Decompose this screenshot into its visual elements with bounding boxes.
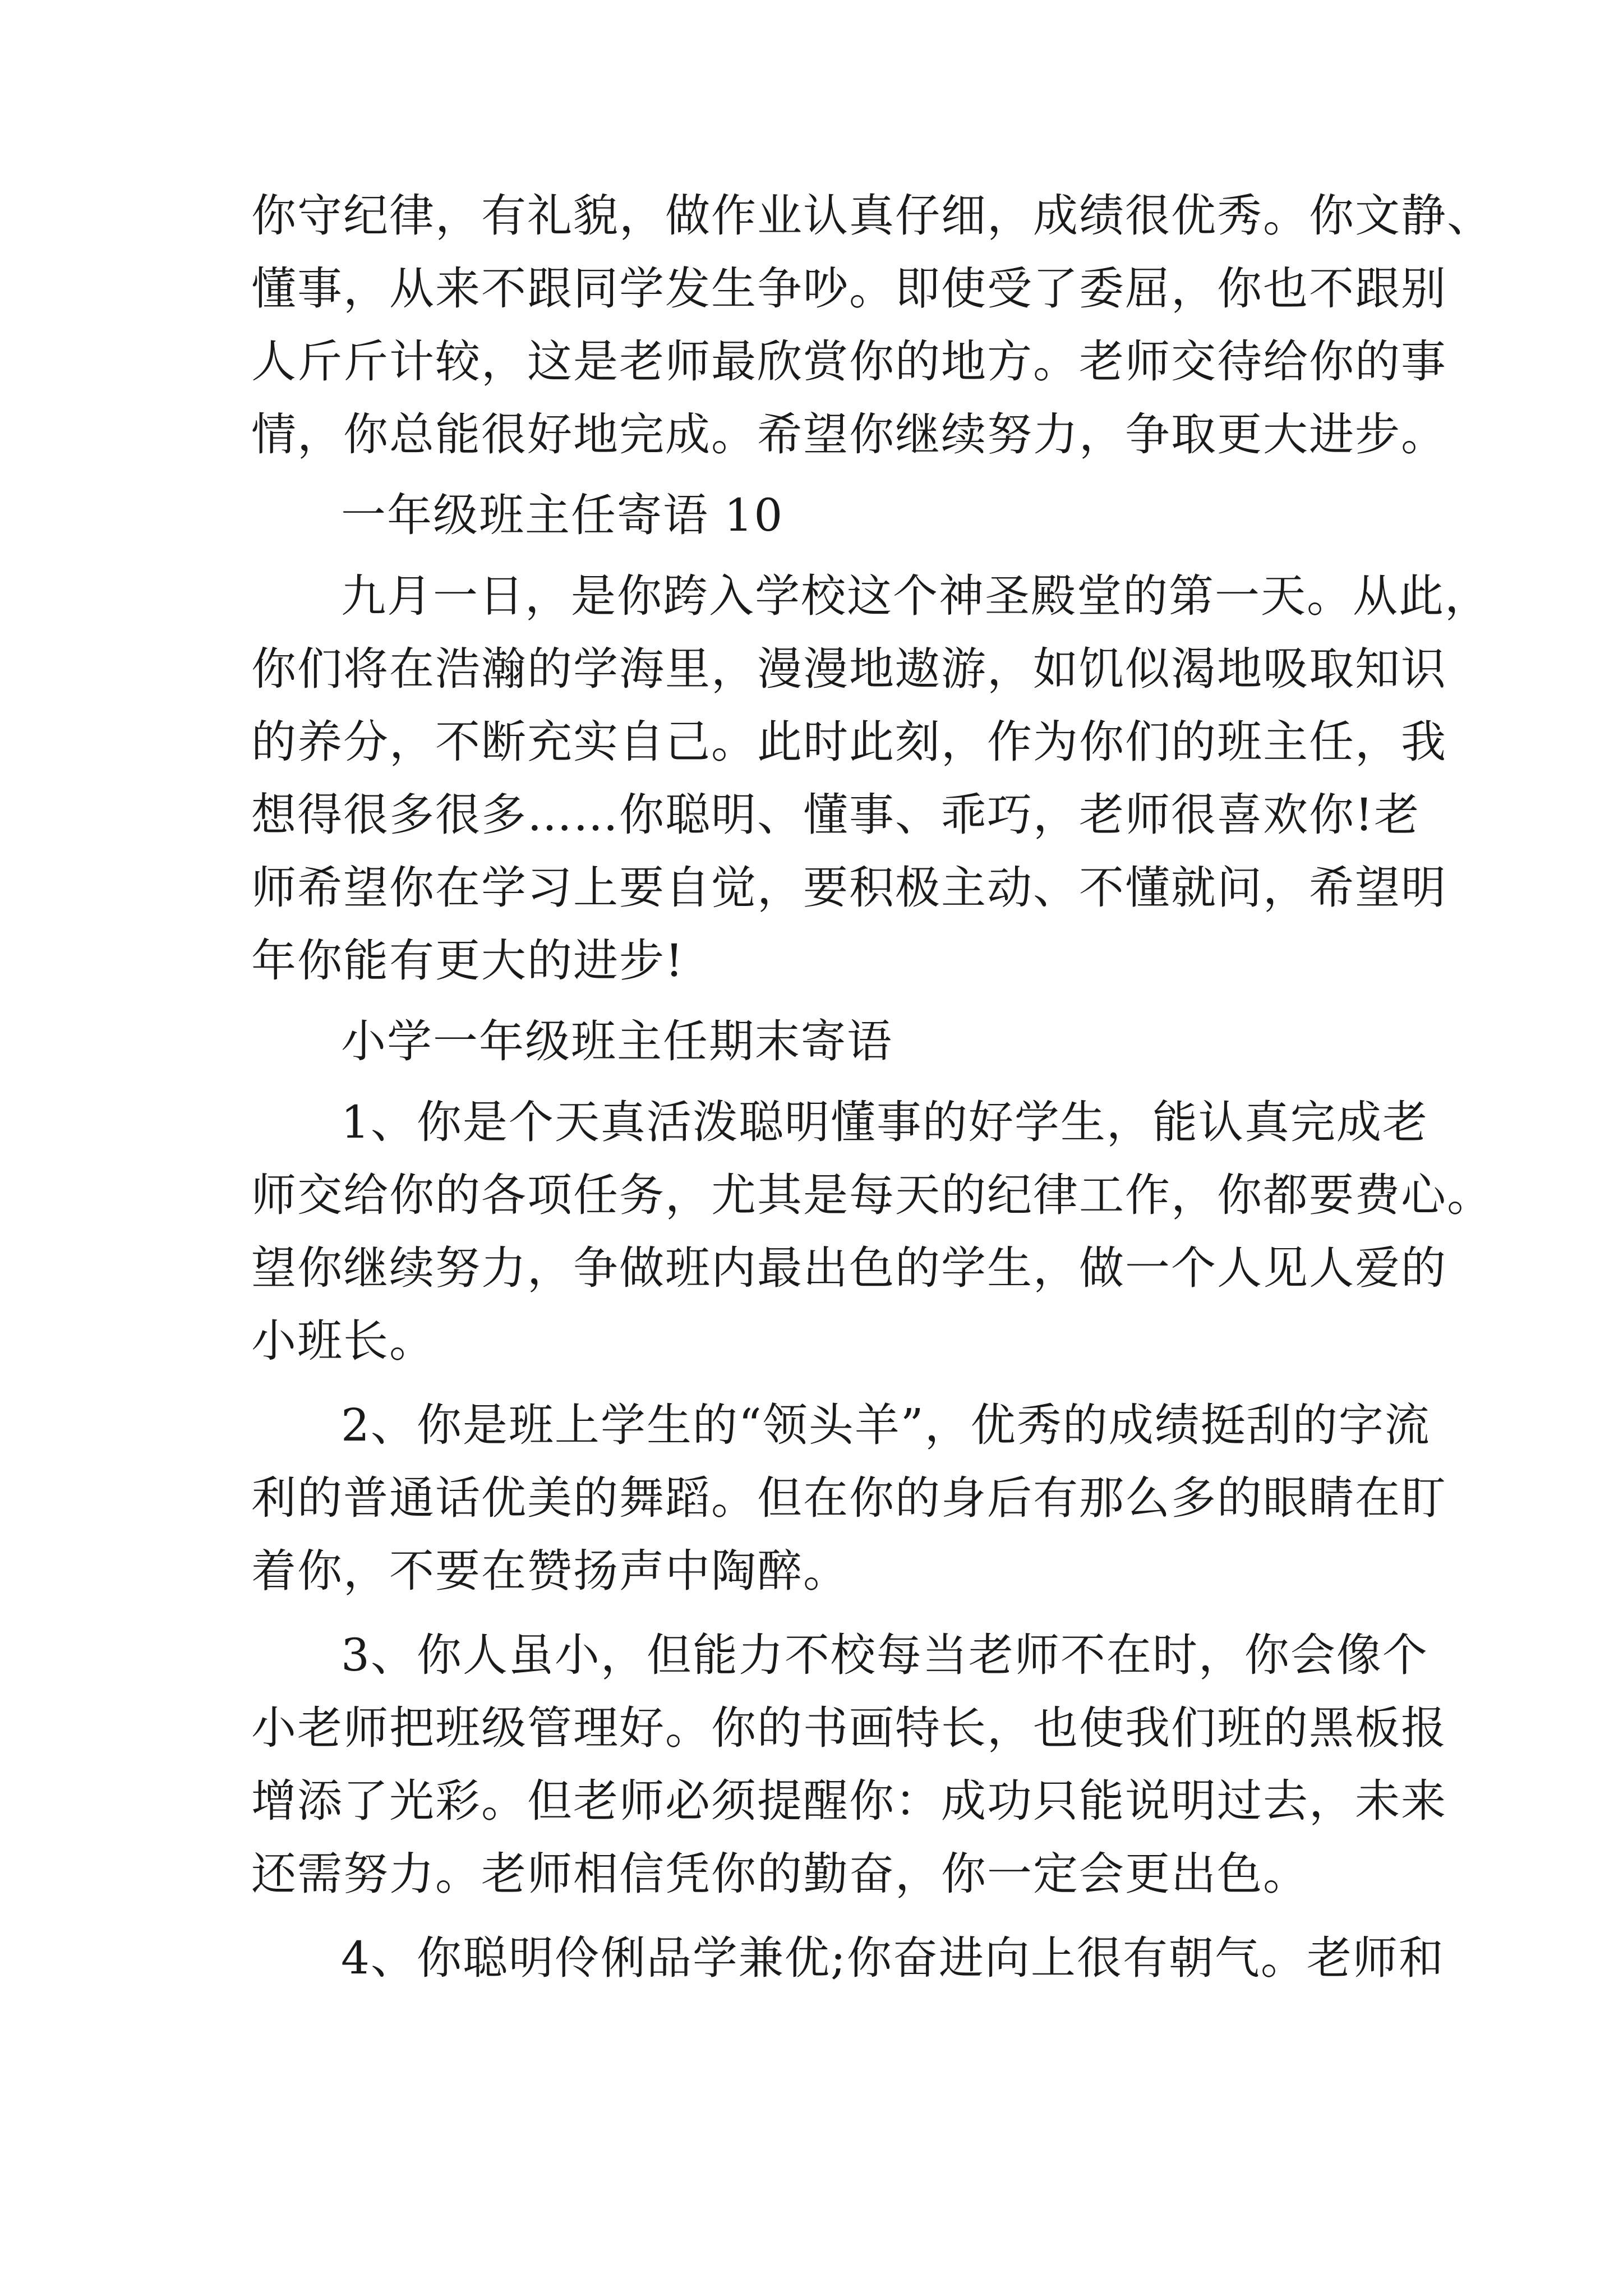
list-item-2 — [251, 1389, 1447, 1608]
text-line: 增添了光彩。但老师必须提醒你：成功只能说明过去，未来 — [251, 1775, 1447, 1827]
text-line: 师希望你在学习上要自觉，要积极主动、不懂就问，希望明 — [251, 862, 1447, 914]
text-line: 你守纪律，有礼貌，做作业认真仔细，成绩很优秀。你文静、 — [251, 190, 1493, 242]
list-item-1 — [251, 1086, 1493, 1378]
text-line: 你们将在浩瀚的学海里，漫漫地遨游，如饥似渴地吸取知识 — [251, 643, 1447, 695]
text-line: 人斤斤计较，这是老师最欣赏你的地方。老师交待给你的事 — [251, 335, 1447, 388]
text-line: 师交给你的各项任务，尤其是每天的纪律工作，你都要费心。 — [251, 1169, 1493, 1221]
text-line: 懂事，从来不跟同学发生争吵。即使受了委屈，你也不跟别 — [251, 263, 1447, 315]
text-line: 九月一日，是你跨入学校这个神圣殿堂的第一天。从此， — [341, 570, 1491, 622]
text-line: 3、你人虽小，但能力不校每当老师不在时，你会像个 — [341, 1629, 1428, 1681]
text-line: 利的普通话优美的舞蹈。但在你的身后有那么多的眼睛在盯 — [251, 1472, 1447, 1524]
list-item-3 — [251, 1619, 1447, 1911]
text-line: 的养分，不断充实自己。此时此刻，作为你们的班主任，我 — [251, 716, 1447, 768]
text-line: 想得很多很多……你聪明、懂事、乖巧，老师很喜欢你!老 — [251, 789, 1421, 841]
text-line: 2、你是班上学生的“领头羊”，优秀的成绩挺刮的字流 — [341, 1399, 1431, 1451]
list-item-4 — [251, 1922, 1445, 1995]
paragraph-evaluation-1 — [251, 180, 1493, 471]
text-line: 小老师把班级管理好。你的书画特长，也使我们班的黑板报 — [251, 1702, 1447, 1754]
section-heading: 一年级班主任寄语 10 — [341, 489, 784, 541]
text-line: 年你能有更大的进步! — [251, 935, 685, 987]
paragraph-evaluation-2 — [251, 560, 1491, 997]
section-heading: 小学一年级班主任期末寄语 — [341, 1015, 893, 1068]
text-line: 着你，不要在赞扬声中陶醉。 — [251, 1545, 849, 1597]
text-line: 4、你聪明伶俐品学兼优;你奋进向上很有朝气。老师和 — [341, 1932, 1445, 1984]
text-line: 小班长。 — [251, 1315, 435, 1367]
text-line: 望你继续努力，争做班内最出色的学生，做一个人见人爱的 — [251, 1242, 1447, 1294]
text-line: 情，你总能很好地完成。希望你继续努力，争取更大进步。 — [251, 408, 1447, 461]
text-line: 1、你是个天真活泼聪明懂事的好学生，能认真完成老 — [341, 1096, 1428, 1148]
document-body — [251, 180, 1493, 1995]
text-line: 还需努力。老师相信凭你的勤奋，你一定会更出色。 — [251, 1848, 1309, 1900]
